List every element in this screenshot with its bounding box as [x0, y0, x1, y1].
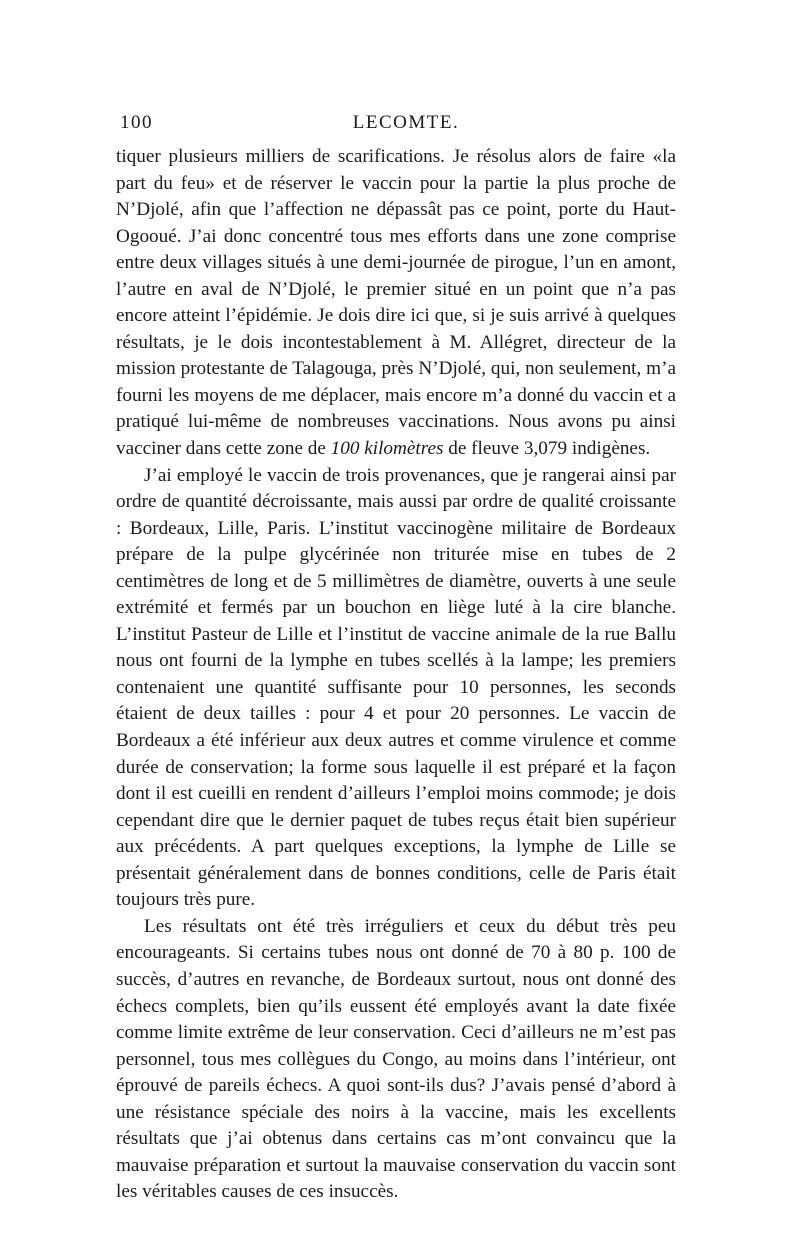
- paragraph-2: [116, 463, 676, 914]
- page-number: 100: [120, 112, 153, 133]
- paragraph-3: [116, 914, 676, 1206]
- paragraph-1: [116, 144, 676, 463]
- running-head: [116, 112, 676, 142]
- text-segment: J’ai employé le vaccin de trois provenances, que je rangerai ainsi par ordre de quantité décroissante, mais aussi par ordre de qualité croissante : Bordeaux, Lille, Paris. L’institut vaccinogène militaire de Bordeaux prépare de la pulpe glycérinée non triturée mise en tubes de 2 centimètres de long et de 5 millimètres de diamètre, ouverts à une seule extrémité et fermés par un bouchon en liège luté à la cire blanche. L’institut Pasteur de Lille et l’institut de vaccine animale de la rue Ballu nous ont fourni de la lymphe en tubes scellés à la lampe; les premiers contenaient une quantité suffisante pour 10 personnes, les seconds étaient de deux tailles : pour 4 et pour 20 personnes. Le vaccin de Bordeaux a été inférieur aux deux autres et comme virulence et comme durée de conservation; la forme sous laquelle il est préparé et la façon dont il est cueilli en rendent d’ailleurs l’emploi moins commode; je dois cependant dire que le dernier paquet de tubes reçus était bien supérieur aux précédents. A part quelques exceptions, la lymphe de Lille se présentait généralement dans de bonnes conditions, celle de Paris était toujours très pure.: [116, 464, 676, 911]
- text-segment: Les résultats ont été très irréguliers et ceux du début très peu encourageants. Si certains tubes nous ont donné de 70 à 80 p. 100 de succès, d’autres en revanche, de Bordeaux surtout, nous ont donné des échecs complets, bien qu’ils eussent été employés avant la date fixée comme limite extrême de leur conservation. Ceci d’ailleurs ne m’est pas personnel, tous mes collègues du Congo, au moins dans l’intérieur, ont éprouvé de pareils échecs. A quoi sont-ils dus? J’avais pensé d’abord à une résistance spéciale des noirs à la vaccine, mais les excellents résultats que j’ai obtenus dans certains cas m’ont convaincu que la mauvaise préparation et surtout la mauvaise conservation du vaccin sont les véritables causes de ces insuccès.: [116, 915, 676, 1203]
- text-segment: tiquer plusieurs milliers de scarifications. Je résolus alors de faire «la part du feu» et de réserver le vaccin pour la partie la plus proche de N’Djolé, afin que l’affection ne dépassât pas ce point, porte du Haut-Ogooué. J’ai donc concentré tous mes efforts dans une zone comprise entre deux villages situés à une demi-journée de pirogue, l’un en amont, l’autre en aval de N’Djolé, le premier situé en un point que n’a pas encore atteint l’épidémie. Je dois dire ici que, si je suis arrivé à quelques résultats, je le dois incontestablement à M. Allégret, directeur de la mission protestante de Talagouga, près N’Djolé, qui, non seulement, m’a fourni les moyens de me déplacer, mais encore m’a donné du vaccin et a pratiqué lui-même de nombreuses vaccinations. Nous avons pu ainsi vacciner dans cette zone de: [116, 146, 676, 460]
- italic-segment: 100 kilomètres: [330, 438, 444, 460]
- book-page: [116, 112, 676, 1206]
- running-title: LECOMTE.: [352, 112, 460, 133]
- text-segment: de fleuve 3,079 indigènes.: [443, 438, 651, 460]
- body-text: [116, 144, 676, 1206]
